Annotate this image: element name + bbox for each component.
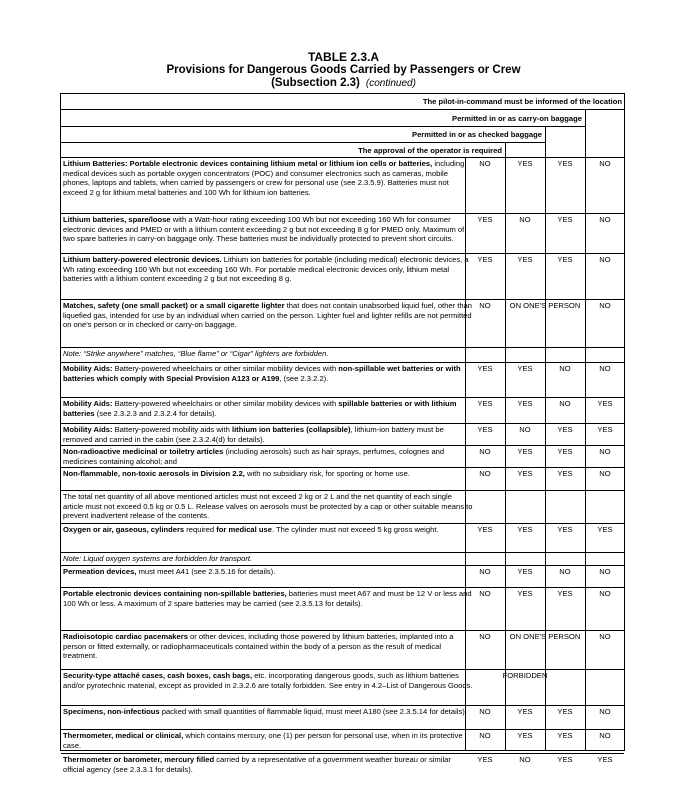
item-name: Non-flammable, non-toxic aerosols in Division 2.2, [63,469,245,478]
item-name: Portable electronic devices containing non-spillable batteries, [63,589,287,598]
approval-cell: YES [477,425,493,434]
header-carry-on: Permitted in or as carry-on baggage [452,114,582,123]
row-description [63,301,474,330]
row-description [63,215,474,244]
table-subtitle: Provisions for Dangerous Goods Carried by Passengers or Crew [166,64,521,76]
approval-cell: NO [479,447,491,456]
checked-cell: NO [519,755,531,764]
carry-on-cell: NO [559,567,571,576]
row-note [63,554,474,564]
pilot-cell: NO [599,731,611,740]
row-description [63,755,474,774]
description-text: must meet A41 (see 2.3.5.16 for details). [136,567,276,576]
pilot-cell: NO [599,707,611,716]
approval-cell: NO [479,632,491,641]
row-description [63,567,474,577]
header-rule-checked [61,142,545,143]
on-person-cell: ON ONE'S PERSON [509,301,581,310]
approval-cell: YES [477,215,493,224]
row-divider [61,467,624,468]
approval-cell: YES [477,755,493,764]
item-name: Thermometer, medical or clinical, [63,731,184,740]
description-text: , (see 2.3.2.2). [279,373,329,383]
row-description [63,707,474,717]
checked-cell: YES [517,255,533,264]
pilot-cell: NO [599,159,611,168]
checked-cell: YES [517,469,533,478]
carry-on-cell: NO [559,364,571,373]
description-text: (see 2.3.2.3 and 2.3.2.4 for details). [94,408,217,418]
provisions-table [60,93,625,774]
note-text: Note: Liquid oxygen systems are forbidden for transport. [63,554,253,563]
item-name: Mobility Aids: [63,364,113,373]
pilot-cell: YES [597,425,613,434]
row-divider [61,213,624,214]
checked-cell: YES [517,447,533,456]
pilot-cell: NO [599,364,611,373]
description-text: including medical devices such as portable oxygen concentrators (POC) and consumer electronics such as cameras, mobile phones, laptops and tablets, when carried by passengers or crew for personal use (see 2.3.5.9). Batteries must not exceed 2 g for lithium metal batteries and 100 Wh for lithium ion batteries. [63,159,465,197]
row-description [63,469,474,479]
column-divider-description [465,157,466,750]
approval-cell: YES [477,364,493,373]
item-name: Matches, safety (one small packet) or a small cigarette lighter [63,301,285,310]
pilot-cell: NO [599,255,611,264]
row-description [63,589,474,608]
header-rule-carryon [61,126,585,127]
description-text: . The cylinder must not exceed 5 kg gross weight. [271,525,439,534]
item-name: Lithium Batteries: Portable electronic devices containing lithium metal or lithium ion cells or batteries, [63,159,433,168]
description-text: etc. incorporating dangerous goods, such as lithium batteries and/or pyrotechnic material, except as provided in 2.3.2.6 are totally forbidden. See entry in 4.2–List of Dangerous Goods. [63,671,473,690]
description-text: Lithium ion batteries for portable (including medical) electronic devices, a Wh rating exceeding 100 Wh but not exceeding 160 Wh. For portable medical electronic devices only, lithium metal batteries with a lithium content exceeding 2 g but not exceeding 8 g. [63,255,469,284]
pilot-cell: NO [599,447,611,456]
row-note [63,349,474,359]
item-condition: spillable batteries or with lithium batteries [63,399,457,418]
description-text: Battery-powered wheelchairs or other similar mobility devices with [112,399,339,408]
row-description [63,255,474,284]
approval-cell: YES [477,255,493,264]
row-divider [61,445,624,446]
approval-cell: NO [479,469,491,478]
header-operator-approval: The approval of the operator is required [358,146,502,155]
checked-cell: YES [517,364,533,373]
row-divider [61,630,624,631]
row-divider [61,423,624,424]
item-name: Lithium battery-powered electronic devices. [63,255,222,264]
row-description [63,447,474,466]
approval-cell: NO [479,589,491,598]
table-title: TABLE 2.3.A [307,50,380,64]
row-divider [61,587,624,588]
description-text: carried by a representative of a government weather bureau or similar official agency (see 2.3.3.1 for details). [63,755,451,774]
item-name: Oxygen or air, gaseous, cylinders [63,525,185,534]
carry-on-cell: YES [557,215,573,224]
item-name: Non-radioactive medicinal or toiletry articles [63,447,224,456]
on-person-cell: ON ONE'S PERSON [509,632,581,641]
item-condition: lithium ion batteries (collapsible) [231,425,351,434]
carry-on-cell: YES [557,159,573,168]
item-name: Permeation devices, [63,567,137,576]
pilot-cell: NO [599,589,611,598]
pilot-cell: YES [597,525,613,534]
checked-cell: YES [517,525,533,534]
carry-on-cell: YES [557,707,573,716]
approval-cell: NO [479,159,491,168]
description-text: batteries must meet A67 and must be 12 V or less and 100 Wh or less. A maximum of 2 spare batteries may be carried (see 2.3.5.13 for details). [63,589,472,608]
row-description [63,671,474,690]
item-name: Radioisotopic cardiac pacemakers [63,632,188,641]
row-description [63,525,474,535]
item-name: Thermometer or barometer, mercury filled [63,755,215,764]
pilot-cell: NO [599,567,611,576]
header-pilot-informed: The pilot-in-command must be informed of the location [422,97,622,106]
checked-cell: NO [519,215,531,224]
row-divider [61,490,624,491]
item-condition: non-spillable wet batteries or with batteries which comply with Special Provision A123 or A199 [63,364,461,383]
row-description [63,492,474,521]
carry-on-cell: YES [557,447,573,456]
checked-cell: YES [517,731,533,740]
description-text: , lithium-ion battery must be removed and carried in the cabin (see 2.3.2.4(d) for details). [63,425,444,444]
carry-on-cell: YES [557,425,573,434]
carry-on-cell: NO [559,399,571,408]
description-text: packed with small quantities of flammable liquid, must meet A180 (see 2.3.5.14 for details). [159,707,467,716]
description-text: (including aerosols) such as hair sprays, perfumes, colognes and medicines containing alcohol; and [63,447,445,466]
continued-label: (continued) [365,78,416,89]
description-text: with no subsidiary risk, for sporting or home use. [244,469,410,478]
approval-cell: YES [477,525,493,534]
checked-cell: YES [517,589,533,598]
row-description [63,364,474,383]
checked-cell: YES [517,159,533,168]
description-text: which contains mercury, one (1) per person for personal use, when in its protective case. [63,731,463,750]
forbidden-cell: FORBIDDEN [502,671,548,680]
carry-on-cell: YES [557,469,573,478]
pilot-cell: YES [597,399,613,408]
header-rule-pilot [61,109,624,110]
item-name: Mobility Aids: [63,425,113,434]
pilot-cell: NO [599,632,611,641]
row-divider [61,705,624,706]
approval-cell: YES [477,399,493,408]
checked-cell: NO [519,425,531,434]
row-divider [61,397,624,398]
column-divider-approval [505,142,506,750]
description-text: that does not contain unabsorbed liquid fuel, other than liquefied gas, intended for use by an individual when carried on the person. Lighter fuel and lighter refills are not permitted on one's person or in checked or carry-on baggage. [63,301,473,330]
carry-on-cell: YES [557,255,573,264]
item-name: Specimens, non-infectious [63,707,160,716]
approval-cell: NO [479,301,491,310]
subsection-label: (Subsection 2.3) [271,77,360,89]
carry-on-cell: YES [557,755,573,764]
description-text: or other devices, including those powered by lithium batteries, implanted into a person or fitted externally, or radiopharmaceuticals contained within the body of a person as the result of medical treatment. [63,632,454,661]
header-rule-approval [61,157,624,158]
carry-on-cell: YES [557,525,573,534]
row-divider [61,299,624,300]
row-divider [61,253,624,254]
item-name: Lithium batteries, spare/loose [63,215,171,224]
approval-cell: NO [479,731,491,740]
row-divider [61,523,624,524]
item-name: Mobility Aids: [63,399,113,408]
checked-cell: YES [517,399,533,408]
approval-cell: NO [479,567,491,576]
item-condition: for medical use [216,525,272,534]
description-text: The total net quantity of all above mentioned articles must not exceed 2 kg or 2 L and the net quantity of each single article must not exceed 0.5 kg or 0.5 L. Release valves on aerosols must be protected by a cap or other suitable means to prevent inadvertent release of the contents. [63,492,473,521]
row-description [63,731,474,750]
note-text: Note: “Strike anywhere” matches, “Blue flame” or “Cigar” lighters are forbidden. [63,349,329,358]
row-description [63,399,474,418]
table-subsection [0,77,687,89]
row-divider [61,552,624,553]
row-divider [61,669,624,670]
row-divider [61,565,624,566]
checked-cell: YES [517,707,533,716]
carry-on-cell: YES [557,731,573,740]
pilot-cell: NO [599,215,611,224]
description-text: Battery-powered mobility aids with [112,425,232,434]
carry-on-cell: YES [557,589,573,598]
description-text: required [184,525,217,534]
pilot-cell: NO [599,469,611,478]
pilot-cell: NO [599,301,611,310]
approval-cell: NO [479,707,491,716]
checked-cell: YES [517,567,533,576]
pilot-cell: YES [597,755,613,764]
row-divider [61,362,624,363]
description-text: Battery-powered wheelchairs or other similar mobility devices with [112,364,339,373]
row-divider [61,347,624,348]
description-text: with a Watt-hour rating exceeding 100 Wh but not exceeding 160 Wh for consumer electronic devices and PMED or with a lithium content exceeding 2 g but not exceeding 8 g for PMED only. Maximum of two spare batteries in carry-on baggage only. These batteries must be individually protected to prevent short circuits. [63,215,465,244]
row-description [63,632,474,661]
row-divider [61,753,624,754]
row-divider [61,729,624,730]
item-name: Security-type attaché cases, cash boxes, cash bags, [63,671,253,680]
row-description [63,159,474,197]
header-checked: Permitted in or as checked baggage [412,130,542,139]
row-description [63,425,474,444]
